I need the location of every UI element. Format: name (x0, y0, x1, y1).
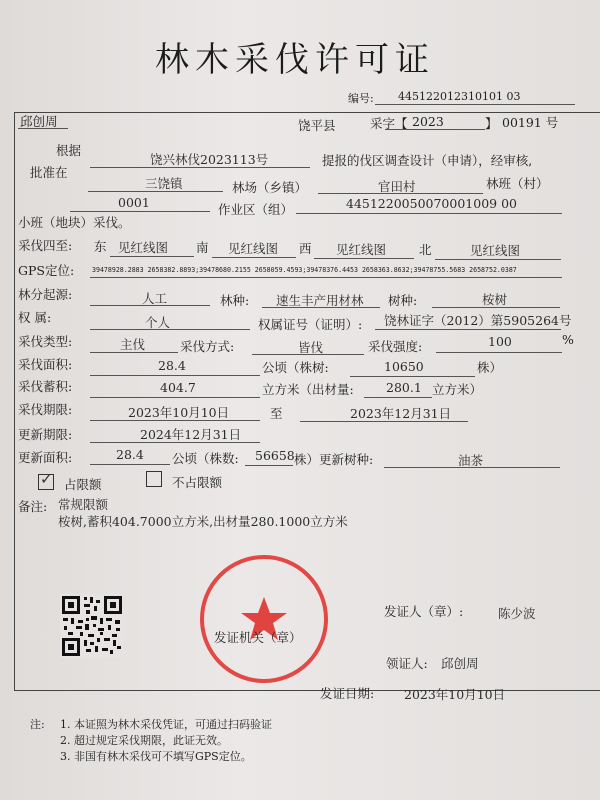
cutting-type-underline (90, 352, 178, 353)
area-trees: 10650 (384, 359, 424, 374)
permit-title: 林木采伐许可证 (155, 40, 435, 80)
cutting-method-label: 采伐方式: (180, 339, 235, 354)
cert-value: 饶林证字（2012）第5905264号 (384, 313, 572, 328)
origin-underline (90, 305, 210, 306)
county-label: 饶平县 (298, 118, 336, 133)
permit-prefix: 采字【 (370, 116, 408, 131)
intensity-underline (436, 352, 562, 353)
intensity-value: 100 (488, 334, 512, 349)
cutting-type-value: 主伐 (120, 337, 146, 352)
volume-value: 404.7 (160, 380, 196, 395)
renew-species-underline (384, 467, 560, 468)
gps-value: 39478928.2883 2658382.8893;39478680.2155 2658059.4593;39478376.4453 2658363.8632;39478755.5683 2658752.0387 (92, 266, 517, 274)
south-value: 见红线图 (228, 241, 279, 256)
intensity-label: 采伐强度: (368, 339, 423, 354)
serial-underline (375, 104, 575, 105)
notes-label: 注: (30, 718, 45, 731)
west-label: 西 (299, 241, 312, 256)
intensity-percent: % (562, 332, 574, 347)
town-value: 三饶镇 (145, 176, 183, 191)
basis-doc-underline (90, 167, 310, 168)
east-value: 见红线图 (118, 240, 169, 255)
work-area-label: 作业区（组） (218, 202, 294, 217)
issue-date: 2023年10月10日 (404, 687, 506, 702)
south-underline (212, 257, 296, 258)
period-to: 至 (270, 406, 283, 421)
year-underline (385, 129, 485, 130)
renew-period-label: 更新期限: (18, 427, 73, 442)
west-value: 见红线图 (336, 242, 387, 257)
renew-period-value: 2024年12月31日 (140, 427, 242, 442)
area-value: 28.4 (158, 358, 186, 373)
origin-label: 林分起源: (18, 287, 73, 302)
holder-name: 邱创周 (20, 114, 58, 129)
issuer-label: 发证人（章）: (384, 604, 464, 619)
quota-in-label: 占限额 (64, 477, 102, 492)
remarks-line2: 桉树,蓄积404.7000立方米,出材量280.1000立方米 (58, 514, 348, 529)
work-area-underline (296, 213, 562, 214)
quota-out-checkbox[interactable] (146, 471, 162, 487)
remarks-label: 备注: (18, 499, 48, 514)
ownership-value: 个人 (145, 315, 171, 330)
remarks-line1: 常规限额 (58, 497, 109, 512)
north-value: 见红线图 (470, 243, 521, 258)
qr-code-icon[interactable] (60, 594, 124, 658)
receiver-name: 邱创周 (441, 656, 479, 671)
renew-trees-underline (245, 465, 293, 466)
village-value: 官田村 (378, 179, 416, 194)
north-underline (435, 259, 561, 260)
renew-period-underline (90, 442, 260, 443)
volume-unit2: 立方米） (432, 382, 483, 397)
forest-class-underline (70, 211, 210, 212)
species-underline (432, 307, 560, 308)
note-item-3: 3. 非国有林木采伐可不填写GPS定位。 (60, 750, 252, 763)
north-label: 北 (419, 242, 432, 257)
village-underline (318, 193, 483, 194)
south-label: 南 (196, 240, 209, 255)
receiver-label: 领证人: (386, 656, 428, 671)
note-item-1: 1. 本证照为林木采伐凭证，可通过扫码验证 (60, 718, 272, 731)
cutting-method-value: 皆伐 (298, 340, 324, 355)
volume-label: 采伐蓄积: (18, 379, 73, 394)
area-trees-underline (350, 376, 475, 377)
serial-label: 编号: (348, 92, 374, 105)
town-label: 林场（乡镇） (232, 180, 308, 195)
permit-number: 00191 号 (502, 115, 559, 130)
period-start-underline (90, 420, 260, 421)
volume-unit: 立方米（出材量: (262, 382, 354, 397)
renew-species: 油茶 (458, 453, 484, 468)
renew-unit2: 株）更新树种: (294, 452, 374, 467)
forest-type-underline (262, 307, 380, 308)
species-value: 桉树 (482, 292, 508, 307)
period-start: 2023年10月10日 (128, 405, 230, 420)
renew-area-unit: 公顷（株数: (172, 451, 239, 466)
east-label: 东 (94, 239, 107, 254)
cutting-type-label: 采伐类型: (18, 334, 73, 349)
volume-underline (90, 397, 260, 398)
check-mark-icon: ✓ (40, 470, 53, 488)
origin-value: 人工 (142, 291, 168, 306)
permit-bracket-close: 】 (485, 116, 498, 131)
period-end: 2023年12月31日 (350, 406, 452, 421)
renew-area-label: 更新面积: (18, 450, 73, 465)
gps-underline (90, 277, 562, 278)
renew-area-value: 28.4 (116, 447, 144, 462)
renew-area-underline (90, 464, 170, 465)
period-end-underline (300, 421, 468, 422)
forest-type-label: 林种: (220, 293, 250, 308)
official-seal-icon (196, 549, 332, 689)
basis-text: 提报的伐区调查设计（申请），经审核, (322, 153, 533, 168)
holder-underline (18, 128, 68, 129)
work-area-value: 4451220050070001009 00 (346, 196, 517, 211)
forest-type-value: 速生丰产用材林 (276, 293, 364, 308)
volume-output: 280.1 (386, 380, 422, 395)
basis-label: 根据 (56, 143, 82, 158)
permit-year: 2023 (412, 114, 444, 129)
quota-in-checkbox[interactable] (38, 470, 54, 490)
gps-label: GPS定位: (18, 263, 75, 278)
village-label: 林班（村） (486, 176, 549, 191)
form-bottom-border (14, 690, 600, 691)
cert-underline (375, 329, 561, 330)
ownership-label: 权 属: (18, 310, 52, 325)
note-item-2: 2. 超过规定采伐期限，此证无效。 (60, 734, 228, 747)
approve-label: 批准在 (30, 165, 68, 180)
cert-label: 权属证号（证明）: (258, 317, 363, 332)
issuing-authority-label: 发证机关（章） (214, 630, 302, 645)
serial-number: 445122012310101 03 (398, 90, 521, 103)
issuer-name: 陈少波 (498, 606, 536, 621)
area-label: 采伐面积: (18, 357, 73, 372)
ownership-underline (90, 329, 250, 330)
volume-output-underline (364, 397, 432, 398)
period-label: 采伐期限: (18, 402, 73, 417)
town-underline (88, 191, 223, 192)
species-label: 树种: (388, 293, 418, 308)
area-underline (90, 375, 260, 376)
cutting-method-underline (252, 354, 364, 355)
boundaries-label: 采伐四至: (18, 238, 73, 253)
area-unit: 公顷（株树: (262, 360, 329, 375)
renew-trees: 56658 (255, 448, 295, 463)
quota-out-label: 不占限额 (172, 475, 223, 490)
basis-document: 饶兴林伐2023113号 (150, 152, 269, 167)
small-class-text: 小班（地块）采伐。 (18, 215, 131, 230)
east-underline (110, 256, 194, 257)
west-underline (314, 258, 414, 259)
forest-class-value: 0001 (118, 195, 150, 210)
form-left-border (14, 112, 15, 690)
issue-date-label: 发证日期: (320, 686, 375, 701)
area-unit2: 株） (477, 360, 503, 375)
